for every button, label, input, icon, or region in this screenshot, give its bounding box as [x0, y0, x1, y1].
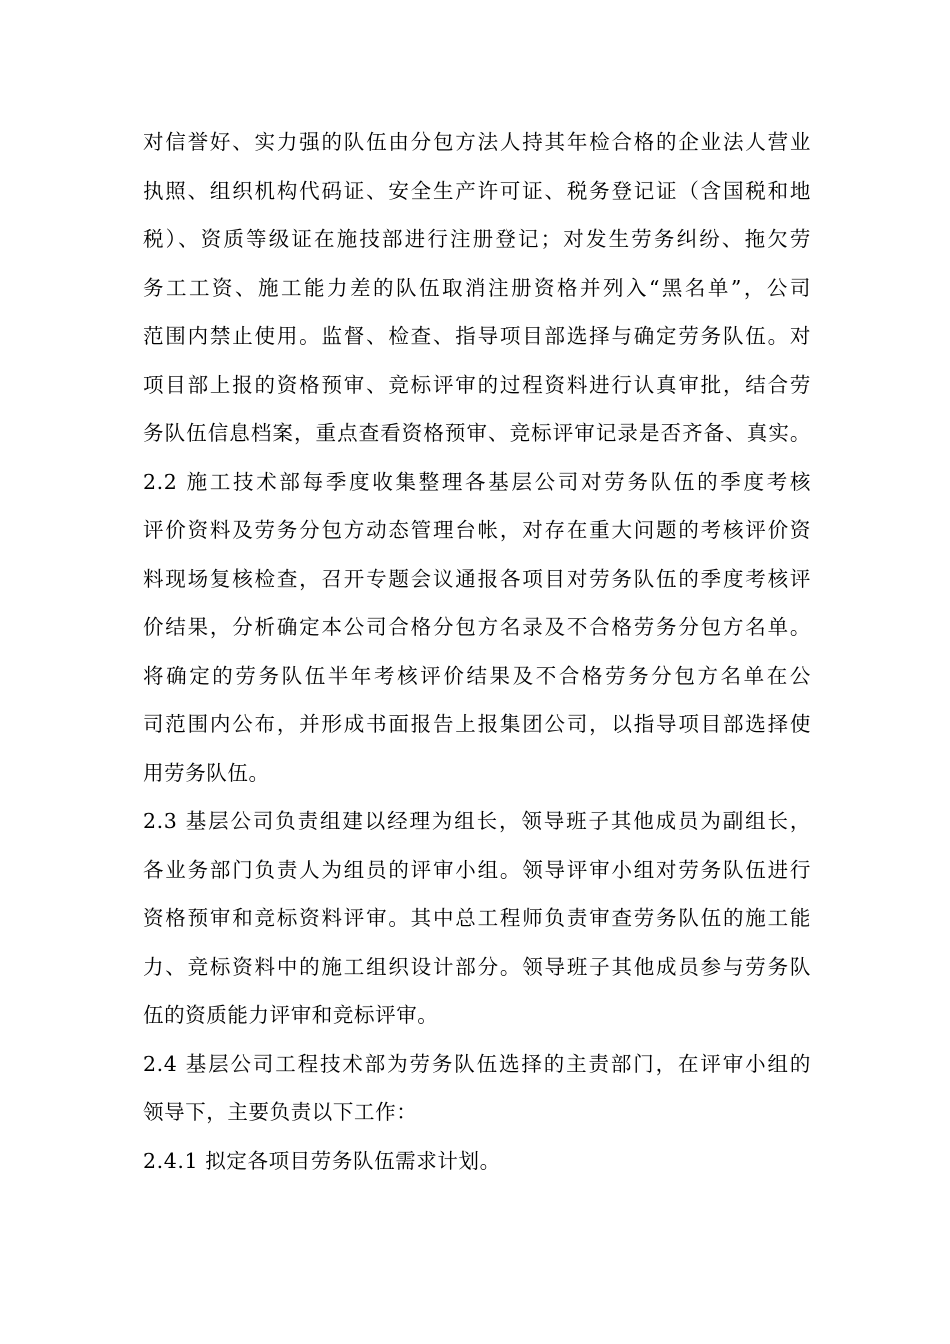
text-line-1: 对信誉好、实力强的队伍由分包方法人持其年检合格的企业法人营业 [143, 130, 811, 154]
text-line-14: 用劳务队伍。 [143, 760, 270, 785]
text-line-21: 领导下，主要负责以下工作： [143, 1100, 418, 1124]
text-line-12: 将确定的劳务队伍半年考核评价结果及不合格劳务分包方名单在公 [143, 663, 811, 688]
text-line-17: 资格预审和竞标资料评审。其中总工程师负责审查劳务队伍的施工能 [143, 906, 811, 930]
text-line-15: 2.3 基层公司负责组建以经理为组长，领导班子其他成员为副组长， [143, 809, 811, 833]
text-line-16: 各业务部门负责人为组员的评审小组。领导评审小组对劳务队伍进行 [143, 857, 811, 882]
text-line-19: 伍的资质能力评审和竞标评审。 [143, 1003, 439, 1027]
text-line-8: 2.2 施工技术部每季度收集整理各基层公司对劳务队伍的季度考核 [143, 469, 811, 494]
text-line-22: 2.4.1 拟定各项目劳务队伍需求计划。 [143, 1148, 501, 1173]
text-line-18: 力、竞标资料中的施工组织设计部分。领导班子其他成员参与劳务队 [143, 954, 811, 979]
text-line-7: 务队伍信息档案，重点查看资格预审、竞标评审记录是否齐备、真实。 [143, 421, 811, 445]
text-line-3: 税）、资质等级证在施技部进行注册登记；对发生劳务纠纷、拖欠劳 [143, 227, 811, 251]
text-line-11: 价结果，分析确定本公司合格分包方名录及不合格劳务分包方名单。 [143, 615, 811, 639]
document-page [143, 118, 811, 1185]
text-line-20: 2.4 基层公司工程技术部为劳务队伍选择的主责部门，在评审小组的 [143, 1051, 811, 1076]
text-line-5: 范围内禁止使用。监督、检查、指导项目部选择与确定劳务队伍。对 [143, 324, 811, 348]
text-line-9: 评价资料及劳务分包方动态管理台帐，对存在重大问题的考核评价资 [143, 518, 811, 542]
text-line-13: 司范围内公布，并形成书面报告上报集团公司，以指导项目部选择使 [143, 712, 811, 736]
text-line-6: 项目部上报的资格预审、竞标评审的过程资料进行认真审批，结合劳 [143, 372, 811, 397]
text-line-4: 务工工资、施工能力差的队伍取消注册资格并列入“黑名单”，公司 [143, 275, 811, 300]
text-line-10: 料现场复核检查，召开专题会议通报各项目对劳务队伍的季度考核评 [143, 566, 811, 591]
text-line-2: 执照、组织机构代码证、安全生产许可证、税务登记证（含国税和地 [143, 178, 811, 203]
